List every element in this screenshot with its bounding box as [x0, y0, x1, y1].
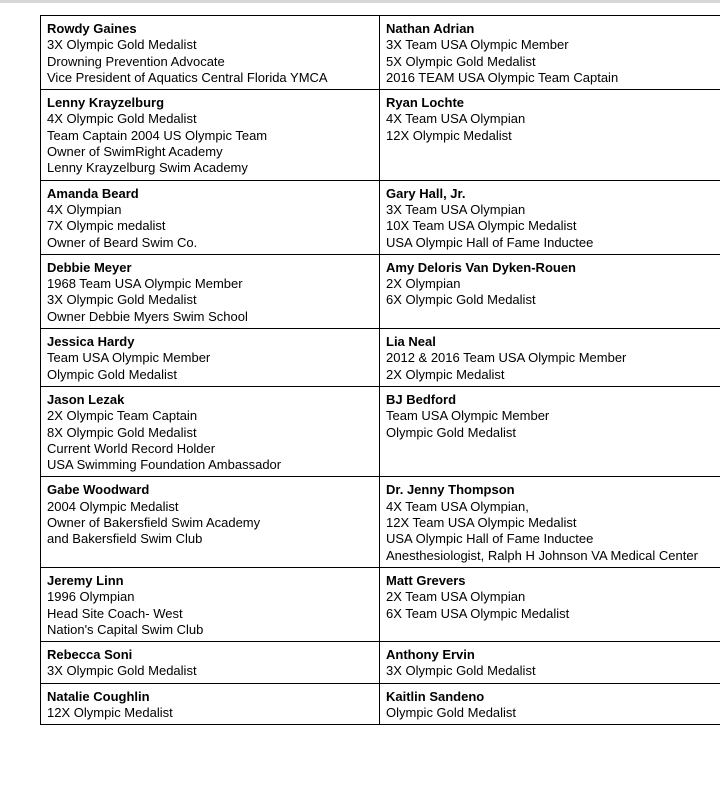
- athlete-credential: 6X Olympic Gold Medalist: [386, 292, 536, 308]
- athlete-credential: 1968 Team USA Olympic Member: [47, 276, 243, 292]
- athlete-cell-debbie-meyer: [41, 254, 380, 328]
- athlete-credential: 3X Olympic Gold Medalist: [47, 37, 197, 53]
- athlete-credential: 3X Olympic Gold Medalist: [47, 663, 197, 679]
- athlete-cell-bj-bedford: [380, 386, 720, 476]
- athlete-cell-gabe-woodward: [41, 477, 380, 567]
- athlete-name: Kaitlin Sandeno: [386, 688, 485, 704]
- athlete-credential: 2X Team USA Olympian: [386, 589, 526, 605]
- athlete-credential: 7X Olympic medalist: [47, 218, 166, 234]
- table-row: [41, 477, 720, 567]
- athlete-name: Debbie Meyer: [47, 259, 132, 275]
- athlete-credential: Olympic Gold Medalist: [386, 704, 517, 720]
- athlete-credential: Drowning Prevention Advocate: [47, 53, 225, 69]
- athlete-credential: 3X Team USA Olympic Member: [386, 37, 569, 53]
- roster-body: [41, 16, 720, 725]
- athlete-name: Natalie Coughlin: [47, 688, 150, 704]
- athlete-name: Nathan Adrian: [386, 21, 475, 36]
- athlete-credential: 3X Team USA Olympian: [386, 201, 526, 217]
- athlete-cell-dr-jenny-thompson: [380, 477, 720, 567]
- athlete-cell-kaitlin-sandeno: [380, 683, 720, 725]
- athlete-cell-gary-hall-jr: [380, 180, 720, 254]
- athlete-credential: 2012 & 2016 Team USA Olympic Member: [386, 350, 627, 366]
- athlete-cell-rowdy-gaines: [41, 16, 380, 90]
- athlete-credential: 1996 Olympian: [47, 589, 135, 605]
- athlete-credential: Team Captain 2004 US Olympic Team: [47, 127, 268, 143]
- athlete-name: Anthony Ervin: [386, 647, 475, 663]
- athlete-cell-amy-deloris-van-dyken-rouen: [380, 254, 720, 328]
- athlete-credential: USA Swimming Foundation Ambassador: [47, 457, 282, 473]
- athlete-cell-jeremy-linn: [41, 567, 380, 641]
- athlete-credential: 3X Olympic Gold Medalist: [47, 292, 197, 308]
- table-row: [41, 683, 720, 725]
- athlete-credential: 2X Olympian: [386, 276, 461, 292]
- athlete-credential: 3X Olympic Gold Medalist: [386, 663, 536, 679]
- athlete-credential: Team USA Olympic Member: [47, 350, 211, 366]
- athlete-credential: Team USA Olympic Member: [386, 408, 550, 424]
- table-row: [41, 254, 720, 328]
- athlete-name: Rowdy Gaines: [47, 21, 137, 36]
- athlete-credential: 10X Team USA Olympic Medalist: [386, 218, 577, 234]
- athlete-name: Lenny Krayzelburg: [47, 95, 165, 111]
- athlete-cell-matt-grevers: [380, 567, 720, 641]
- athlete-credential: 5X Olympic Gold Medalist: [386, 53, 536, 69]
- athlete-cell-jason-lezak: [41, 386, 380, 476]
- athlete-credential: 12X Team USA Olympic Medalist: [386, 515, 577, 531]
- table-row: [41, 180, 720, 254]
- table-row: [41, 386, 720, 476]
- athlete-name: Dr. Jenny Thompson: [386, 482, 515, 498]
- athlete-credential: 6X Team USA Olympic Medalist: [386, 605, 570, 621]
- athlete-credential: 2004 Olympic Medalist: [47, 498, 179, 514]
- athlete-credential: 4X Team USA Olympian: [386, 111, 526, 127]
- athlete-cell-ryan-lochte: [380, 90, 720, 180]
- athlete-name: Amanda Beard: [47, 185, 139, 201]
- athlete-name: Jason Lezak: [47, 391, 125, 407]
- athlete-credential: Owner of Beard Swim Co.: [47, 234, 198, 250]
- athlete-credential: 12X Olympic Medalist: [386, 127, 512, 143]
- athlete-cell-nathan-adrian: [380, 16, 720, 90]
- table-row: [41, 567, 720, 641]
- athlete-roster-table: [40, 15, 720, 725]
- athlete-name: Lia Neal: [386, 334, 436, 350]
- athlete-credential: Olympic Gold Medalist: [47, 366, 178, 382]
- athlete-credential: Owner of SwimRight Academy: [47, 144, 223, 160]
- page-top-edge: [0, 0, 720, 3]
- athlete-credential: 12X Olympic Medalist: [47, 704, 173, 720]
- athlete-credential: Anesthesiologist, Ralph H Johnson VA Medical Center: [386, 547, 698, 563]
- athlete-credential: 4X Olympian: [47, 201, 122, 217]
- athlete-cell-natalie-coughlin: [41, 683, 380, 725]
- athlete-name: Amy Deloris Van Dyken-Rouen: [386, 259, 576, 275]
- athlete-credential: 2X Olympic Team Captain: [47, 408, 198, 424]
- athlete-cell-amanda-beard: [41, 180, 380, 254]
- athlete-name: Gary Hall, Jr.: [386, 185, 466, 201]
- athlete-cell-lenny-krayzelburg: [41, 90, 380, 180]
- table-row: [41, 90, 720, 180]
- athlete-name: Ryan Lochte: [386, 95, 465, 111]
- athlete-credential: 4X Olympic Gold Medalist: [47, 111, 197, 127]
- athlete-cell-rebecca-soni: [41, 642, 380, 684]
- athlete-cell-jessica-hardy: [41, 329, 380, 387]
- table-row: [41, 329, 720, 387]
- athlete-name: Matt Grevers: [386, 572, 466, 588]
- table-row: [41, 16, 720, 90]
- athlete-cell-lia-neal: [380, 329, 720, 387]
- table-row: [41, 642, 720, 684]
- athlete-credential: USA Olympic Hall of Fame Inductee: [386, 234, 594, 250]
- athlete-credential: Current World Record Holder: [47, 440, 216, 456]
- athlete-credential: 4X Team USA Olympian,: [386, 498, 529, 514]
- athlete-credential: USA Olympic Hall of Fame Inductee: [386, 531, 594, 547]
- athlete-credential: Olympic Gold Medalist: [386, 424, 517, 440]
- athlete-name: Gabe Woodward: [47, 482, 150, 498]
- athlete-cell-anthony-ervin: [380, 642, 720, 684]
- athlete-credential: and Bakersfield Swim Club: [47, 531, 203, 547]
- athlete-name: BJ Bedford: [386, 391, 457, 407]
- athlete-name: Jessica Hardy: [47, 334, 135, 350]
- athlete-credential: 2016 TEAM USA Olympic Team Captain: [386, 69, 619, 85]
- athlete-credential: Lenny Krayzelburg Swim Academy: [47, 160, 248, 176]
- athlete-name: Jeremy Linn: [47, 572, 124, 588]
- athlete-credential: Vice President of Aquatics Central Florida YMCA: [47, 69, 328, 85]
- athlete-credential: 2X Olympic Medalist: [386, 366, 505, 382]
- athlete-credential: Owner Debbie Myers Swim School: [47, 308, 248, 324]
- athlete-credential: Nation's Capital Swim Club: [47, 621, 204, 637]
- athlete-credential: Owner of Bakersfield Swim Academy: [47, 515, 261, 531]
- athlete-name: Rebecca Soni: [47, 647, 133, 663]
- athlete-credential: Head Site Coach- West: [47, 605, 183, 621]
- athlete-credential: 8X Olympic Gold Medalist: [47, 424, 197, 440]
